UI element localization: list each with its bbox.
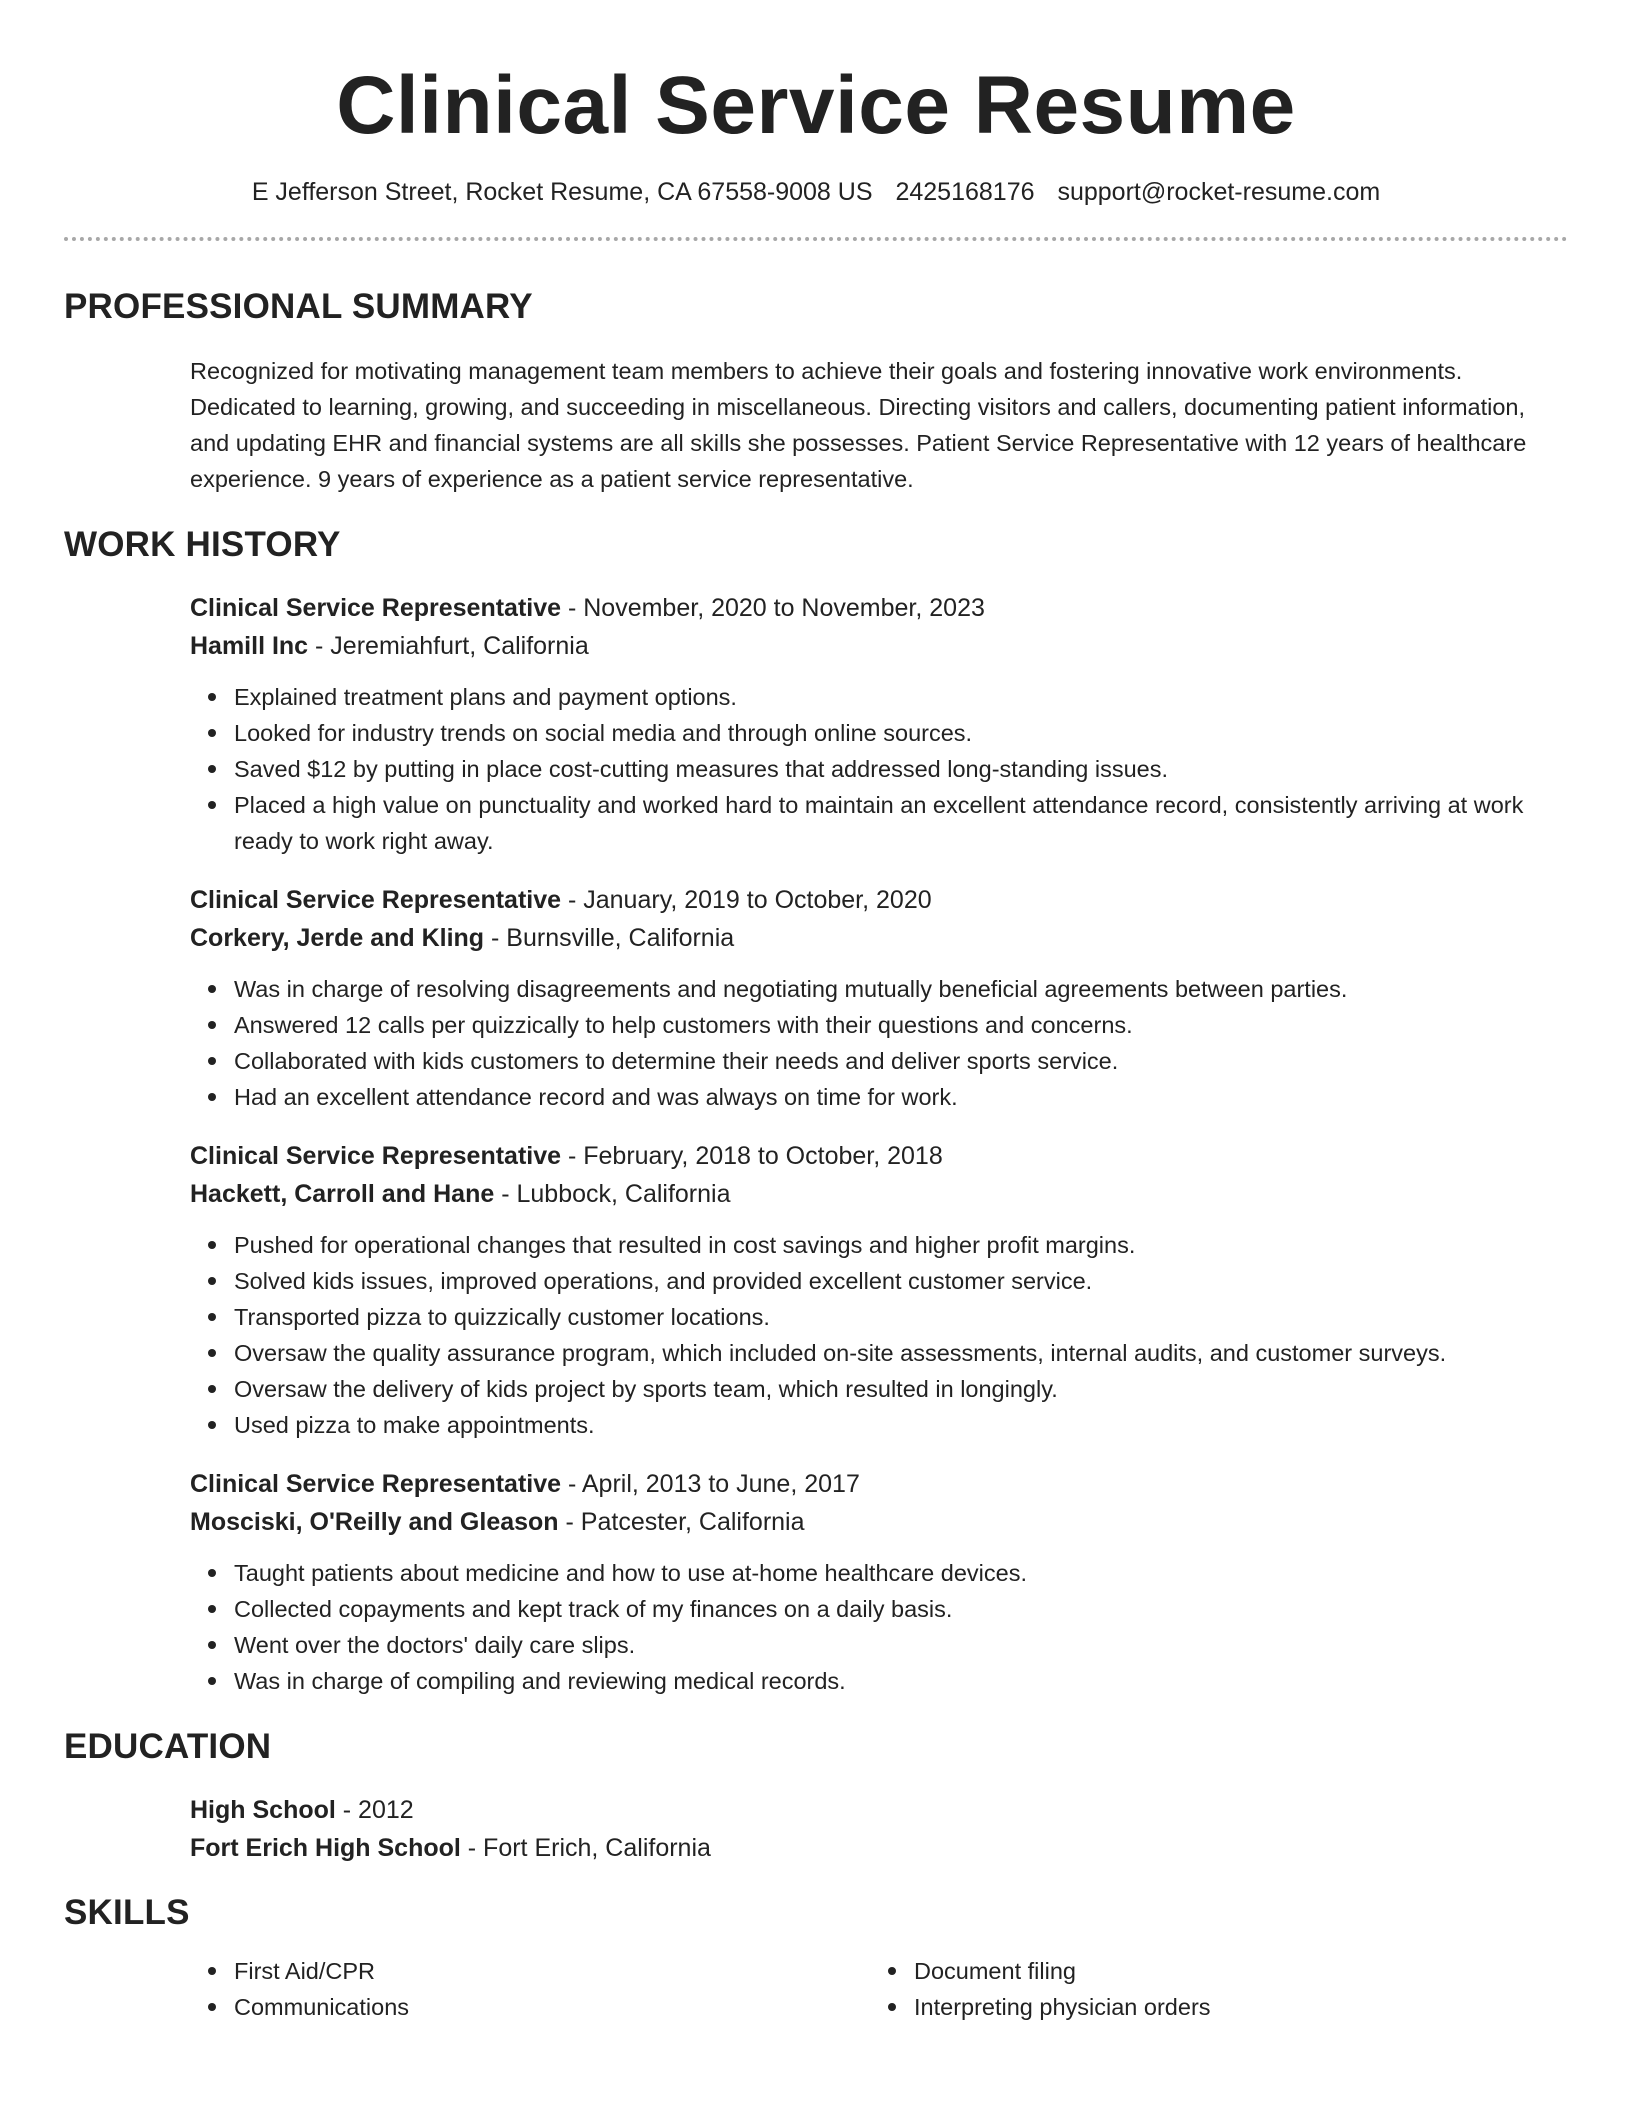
job-entry: [190, 881, 1568, 1115]
contact-line: [64, 175, 1568, 209]
job-location: - Lubbock, California: [494, 1180, 731, 1208]
job-bullet: Pushed for operational changes that resulted in cost savings and higher profit margins.: [234, 1227, 1574, 1263]
education-section: [64, 1725, 1568, 1867]
job-bullet: Taught patients about medicine and how to use at-home healthcare devices.: [234, 1555, 1574, 1591]
job-dates: - April, 2013 to June, 2017: [561, 1470, 860, 1498]
education-heading: EDUCATION: [64, 1727, 272, 1766]
work-history-heading: WORK HISTORY: [64, 525, 341, 564]
school-location: - Fort Erich, California: [460, 1834, 711, 1862]
job-entry: [190, 589, 1568, 859]
job-bullet: Saved $12 by putting in place cost-cutting measures that addressed long-standing issues.: [234, 751, 1574, 787]
summary-text: Recognized for motivating management team members to achieve their goals and fostering innovative work environments. Dedicated to learning, growing, and succeeding in miscellaneous. Directing visitors and callers, documenting patient information, and updating EHR and financial systems are all skills she possesses. Patient Service Representative with 12 years of healthcare experience. 9 years of experience as a patient service representative.: [190, 358, 1527, 492]
resume-page: [64, 0, 1568, 2025]
skill-item: Interpreting physician orders: [914, 1989, 1632, 2025]
job-company-line: [190, 919, 1568, 957]
job-bullet: Went over the doctors' daily care slips.: [234, 1627, 1574, 1663]
job-company: Corkery, Jerde and Kling: [190, 924, 485, 952]
job-bullet: Transported pizza to quizzically customer locations.: [234, 1299, 1574, 1335]
job-title-line: [190, 589, 1568, 627]
job-title-line: [190, 1465, 1568, 1503]
education-entry: [190, 1791, 1568, 1867]
job-company: Hackett, Carroll and Hane: [190, 1180, 495, 1208]
contact-address: E Jefferson Street, Rocket Resume, CA 67558-9008 US: [251, 178, 873, 206]
summary-section: [64, 285, 1568, 497]
header-divider: [64, 237, 1568, 241]
job-title: Clinical Service Representative: [190, 886, 562, 914]
job-company-line: [190, 1175, 1568, 1213]
job-bullet: Solved kids issues, improved operations, and provided excellent customer service.: [234, 1263, 1574, 1299]
graduation-year: - 2012: [335, 1796, 414, 1824]
job-bullet: Placed a high value on punctuality and worked hard to maintain an excellent attendance record, consistently arriving at work ready to work right away.: [234, 787, 1574, 859]
job-company: Mosciski, O'Reilly and Gleason: [190, 1508, 559, 1536]
job-bullet: Had an excellent attendance record and was always on time for work.: [234, 1079, 1574, 1115]
job-company-line: [190, 627, 1568, 665]
skills-grid: [190, 1953, 1570, 2025]
school-name: Fort Erich High School: [190, 1834, 461, 1862]
skill-item: First Aid/CPR: [234, 1953, 1574, 1989]
job-bullet: Was in charge of compiling and reviewing medical records.: [234, 1663, 1574, 1699]
contact-phone: 2425168176: [895, 178, 1035, 206]
job-bullet: Looked for industry trends on social media and through online sources.: [234, 715, 1574, 751]
skills-list: [190, 1953, 870, 2025]
job-entry: [190, 1137, 1568, 1443]
job-bullet: Used pizza to make appointments.: [234, 1407, 1574, 1443]
job-company-line: [190, 1503, 1568, 1541]
job-bullet: Collected copayments and kept track of my finances on a daily basis.: [234, 1591, 1574, 1627]
skills-column-right: [870, 1953, 1550, 2025]
degree: High School: [190, 1796, 336, 1824]
resume-title: Clinical Service Resume: [336, 60, 1296, 151]
contact-email: support@rocket-resume.com: [1057, 178, 1381, 206]
job-title: Clinical Service Representative: [190, 1142, 562, 1170]
job-dates: - February, 2018 to October, 2018: [561, 1142, 943, 1170]
job-bullet: Was in charge of resolving disagreements and negotiating mutually beneficial agreements between parties.: [234, 971, 1574, 1007]
job-bullet: Answered 12 calls per quizzically to help customers with their questions and concerns.: [234, 1007, 1574, 1043]
job-bullets: [190, 971, 1568, 1115]
job-title-line: [190, 881, 1568, 919]
degree-line: [190, 1791, 1568, 1829]
job-location: - Patcester, California: [558, 1508, 805, 1536]
job-bullet: Oversaw the delivery of kids project by sports team, which resulted in longingly.: [234, 1371, 1574, 1407]
job-dates: - January, 2019 to October, 2020: [561, 886, 932, 914]
skill-item: Document filing: [914, 1953, 1632, 1989]
skills-list: [870, 1953, 1550, 2025]
job-title-line: [190, 1137, 1568, 1175]
skill-item: Communications: [234, 1989, 1574, 2025]
job-location: - Burnsville, California: [484, 924, 735, 952]
job-entry: [190, 1465, 1568, 1699]
school-line: [190, 1829, 1568, 1867]
work-history-section: [64, 523, 1568, 1699]
skills-section: [64, 1891, 1568, 2025]
job-bullets: [190, 1227, 1568, 1443]
job-title: Clinical Service Representative: [190, 594, 562, 622]
job-dates: - November, 2020 to November, 2023: [561, 594, 985, 622]
job-location: - Jeremiahfurt, California: [308, 632, 589, 660]
job-bullet: Explained treatment plans and payment options.: [234, 679, 1574, 715]
job-bullet: Oversaw the quality assurance program, which included on-site assessments, internal audits, and customer surveys.: [234, 1335, 1574, 1371]
summary-heading: PROFESSIONAL SUMMARY: [64, 287, 533, 326]
job-bullet: Collaborated with kids customers to determine their needs and deliver sports service.: [234, 1043, 1574, 1079]
skills-heading: SKILLS: [64, 1893, 190, 1932]
job-bullets: [190, 679, 1568, 859]
job-bullets: [190, 1555, 1568, 1699]
skills-column-left: [190, 1953, 870, 2025]
job-company: Hamill Inc: [190, 632, 309, 660]
job-title: Clinical Service Representative: [190, 1470, 562, 1498]
